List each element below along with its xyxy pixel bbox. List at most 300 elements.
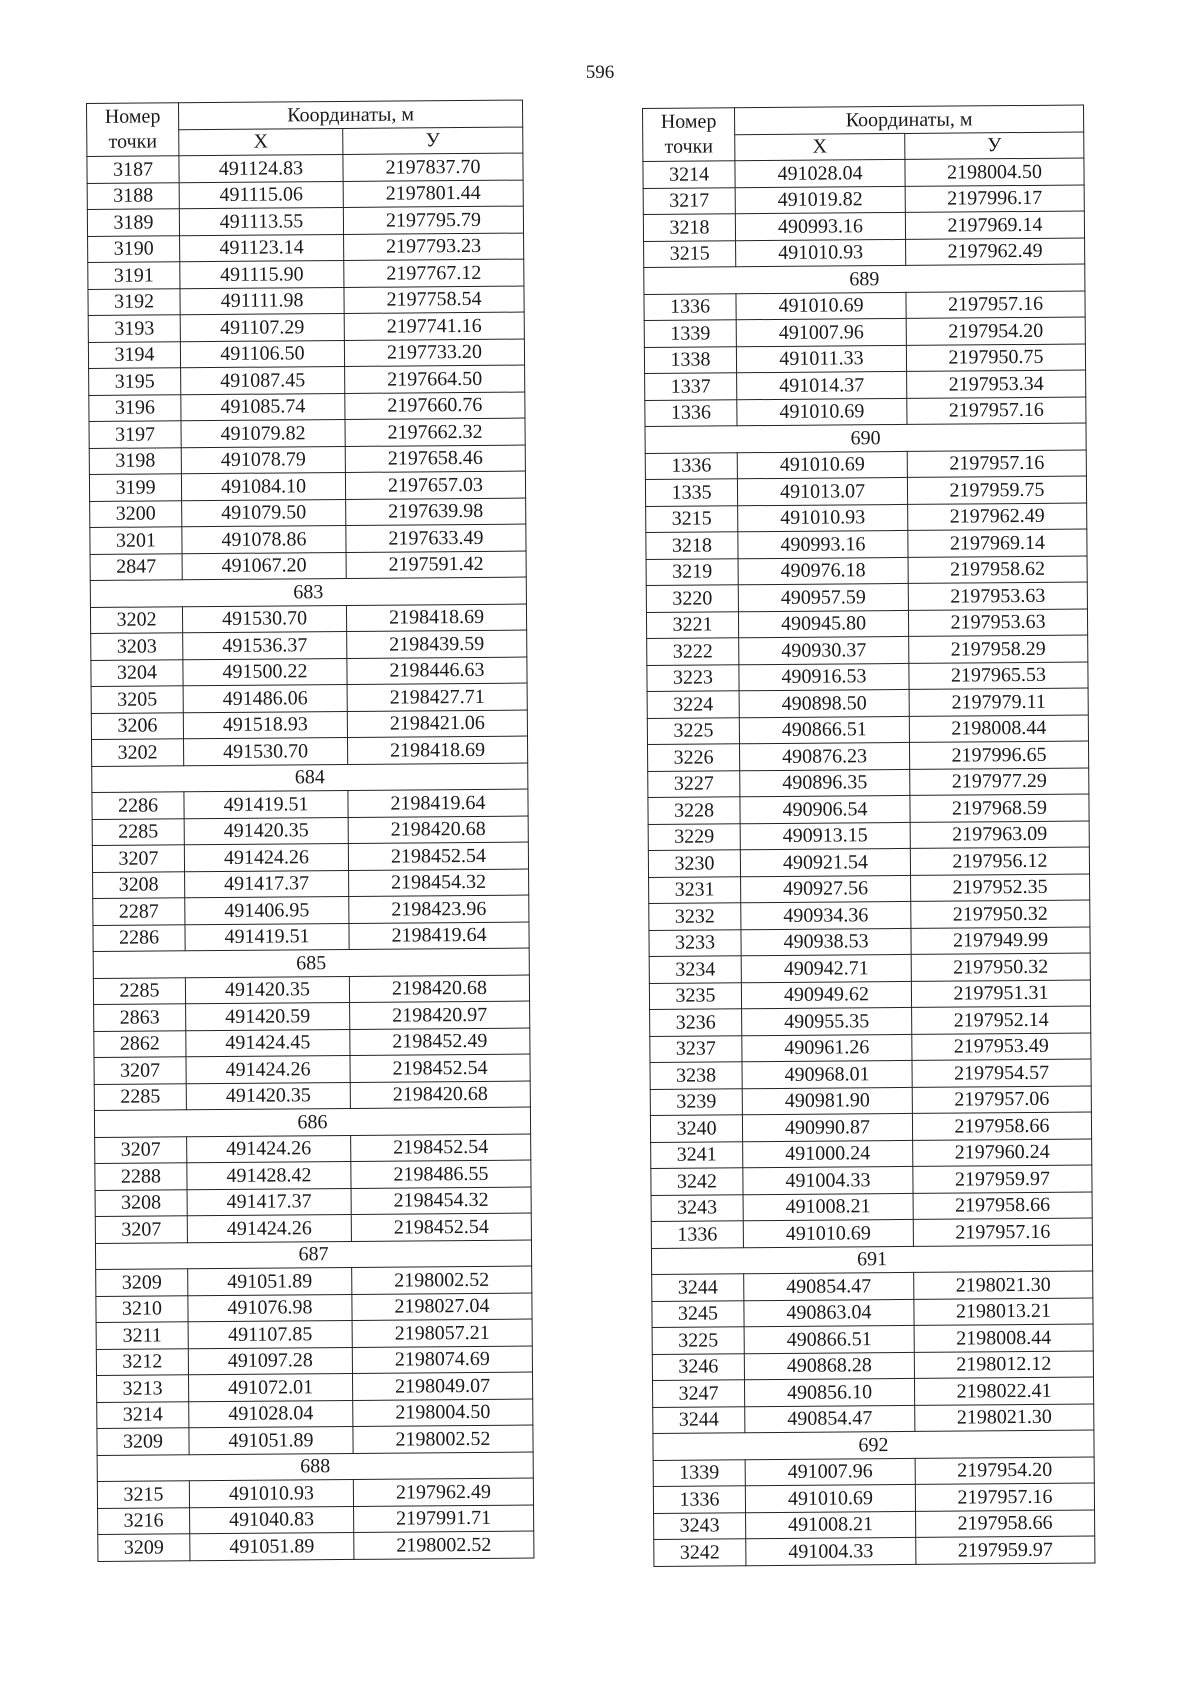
table-row <box>93 895 529 925</box>
point-number-cell: 3235 <box>649 982 741 1009</box>
point-number-cell: 3221 <box>646 611 738 638</box>
y-column-header: У <box>343 127 523 155</box>
y-coordinate-cell: 2197959.97 <box>916 1536 1095 1564</box>
table-row <box>91 657 527 687</box>
table-row <box>650 1086 1091 1116</box>
table-row <box>651 1191 1092 1221</box>
point-number-cell: 3238 <box>650 1062 742 1089</box>
section-number: 690 <box>645 423 1086 453</box>
x-coordinate-cell: 490934.36 <box>741 901 911 929</box>
x-coordinate-cell: 490976.18 <box>738 557 908 585</box>
point-number-cell: 3246 <box>652 1353 744 1380</box>
point-number-cell: 3223 <box>647 664 739 691</box>
table-row <box>652 1377 1093 1407</box>
x-coordinate-cell: 490981.90 <box>742 1087 912 1115</box>
x-coordinate-cell: 491078.79 <box>181 446 345 474</box>
y-coordinate-cell: 2197837.70 <box>343 153 523 181</box>
x-coordinate-cell: 491536.37 <box>183 631 347 659</box>
section-header-row <box>644 264 1085 294</box>
y-coordinate-cell: 2197958.29 <box>909 635 1088 663</box>
x-coordinate-cell: 491051.89 <box>188 1267 352 1295</box>
x-coordinate-cell: 491085.74 <box>181 393 345 421</box>
x-coordinate-cell: 491010.93 <box>189 1479 353 1507</box>
x-coordinate-cell: 491420.35 <box>184 817 348 845</box>
x-coordinate-cell: 491486.06 <box>183 684 347 712</box>
table-row <box>645 397 1086 427</box>
section-header-row <box>651 1244 1092 1274</box>
table-row <box>91 683 527 713</box>
point-number-cell: 3215 <box>646 505 738 532</box>
table-row <box>94 1081 530 1111</box>
table-row <box>646 582 1087 612</box>
table-row <box>91 736 527 766</box>
point-number-cell: 3212 <box>96 1348 188 1375</box>
point-number-cell: 3202 <box>90 606 182 633</box>
x-coordinate-cell: 491115.90 <box>180 260 344 288</box>
y-coordinate-cell: 2197795.79 <box>343 206 523 234</box>
point-number-cell: 3232 <box>649 903 741 930</box>
section-number: 683 <box>90 577 526 607</box>
table-row <box>653 1456 1094 1486</box>
table-row <box>646 503 1087 533</box>
table-row <box>87 153 523 183</box>
x-coordinate-cell: 491079.82 <box>181 419 345 447</box>
table-row <box>649 927 1090 957</box>
y-coordinate-cell: 2197952.14 <box>912 1006 1091 1034</box>
table-row <box>650 1033 1091 1063</box>
y-coordinate-cell: 2198452.54 <box>350 1054 530 1082</box>
y-coordinate-cell: 2197996.65 <box>909 741 1088 769</box>
x-coordinate-cell: 491008.21 <box>746 1511 916 1539</box>
x-coordinate-cell: 490993.16 <box>735 212 905 240</box>
x-coordinate-cell: 491115.06 <box>179 181 343 209</box>
y-coordinate-cell: 2197957.16 <box>913 1218 1092 1246</box>
y-coordinate-cell: 2198418.69 <box>346 604 526 632</box>
table-row <box>647 741 1088 771</box>
y-coordinate-cell: 2198423.96 <box>349 895 529 923</box>
point-number-cell: 3188 <box>87 182 179 209</box>
table-row <box>646 609 1087 639</box>
table-row <box>643 185 1084 215</box>
table-row <box>92 842 528 872</box>
x-coordinate-cell: 491010.69 <box>743 1219 913 1247</box>
table-row <box>90 498 526 528</box>
section-number: 692 <box>653 1430 1094 1460</box>
y-coordinate-cell: 2198420.68 <box>350 1081 530 1109</box>
y-coordinate-cell: 2198022.41 <box>914 1377 1093 1405</box>
table-row <box>90 551 526 581</box>
point-number-cell: 3215 <box>644 240 736 267</box>
table-row <box>648 821 1089 851</box>
point-number-cell: 3244 <box>653 1406 745 1433</box>
point-number-cell: 3191 <box>88 262 180 289</box>
table-row <box>654 1509 1095 1539</box>
y-coordinate-cell: 2197954.57 <box>912 1059 1091 1087</box>
y-coordinate-cell: 2197960.24 <box>913 1139 1092 1167</box>
point-number-cell: 3204 <box>91 659 183 686</box>
table-row <box>90 524 526 554</box>
table-row <box>95 1213 531 1243</box>
table-row <box>644 238 1085 268</box>
y-coordinate-cell: 2198454.32 <box>349 869 529 897</box>
x-coordinate-cell: 490993.16 <box>738 530 908 558</box>
table-row <box>651 1218 1092 1248</box>
y-coordinate-cell: 2198008.44 <box>909 715 1088 743</box>
point-number-cell: 3198 <box>89 447 181 474</box>
point-number-cell: 2847 <box>90 553 182 580</box>
point-number-cell: 2862 <box>94 1030 186 1057</box>
x-coordinate-cell: 491420.35 <box>186 1082 350 1110</box>
y-coordinate-cell: 2198074.69 <box>352 1346 532 1374</box>
point-number-cell: 3202 <box>91 739 183 766</box>
table-row <box>645 450 1086 480</box>
table-row <box>653 1483 1094 1513</box>
x-coordinate-cell: 491518.93 <box>183 711 347 739</box>
y-coordinate-cell: 2197758.54 <box>344 286 524 314</box>
point-number-cell: 3210 <box>96 1295 188 1322</box>
table-row <box>647 662 1088 692</box>
x-coordinate-cell: 490916.53 <box>739 663 909 691</box>
y-coordinate-cell: 2198004.50 <box>353 1399 533 1427</box>
table-row <box>96 1266 532 1296</box>
table-row <box>653 1403 1094 1433</box>
y-coordinate-cell: 2198021.30 <box>914 1271 1093 1299</box>
section-number: 684 <box>92 763 528 793</box>
y-coordinate-cell: 2198012.12 <box>914 1350 1093 1378</box>
x-coordinate-cell: 491424.26 <box>187 1214 351 1242</box>
x-coordinate-cell: 490957.59 <box>738 583 908 611</box>
point-number-cell: 3209 <box>98 1534 190 1561</box>
x-coordinate-cell: 491014.37 <box>737 371 907 399</box>
y-coordinate-cell: 2198420.97 <box>350 1001 530 1029</box>
x-coordinate-cell: 490854.47 <box>744 1272 914 1300</box>
point-number-cell: 3200 <box>90 500 182 527</box>
x-coordinate-cell: 491013.07 <box>737 477 907 505</box>
point-number-cell: 3242 <box>651 1168 743 1195</box>
point-number-cell: 2288 <box>95 1163 187 1190</box>
coordinates-table-right <box>642 105 1095 1567</box>
table-row <box>88 312 524 342</box>
section-header-row <box>94 1107 530 1137</box>
y-coordinate-cell: 2197958.66 <box>916 1509 1095 1537</box>
point-number-cell: 3241 <box>651 1141 743 1168</box>
x-coordinate-cell: 491500.22 <box>183 658 347 686</box>
table-row <box>92 816 528 846</box>
point-number-cell: 3218 <box>643 214 735 241</box>
x-coordinate-cell: 490854.47 <box>745 1405 915 1433</box>
y-coordinate-cell: 2197962.49 <box>353 1478 533 1506</box>
point-number-cell: 3209 <box>96 1269 188 1296</box>
section-header-row <box>92 763 528 793</box>
y-coordinate-cell: 2198004.50 <box>905 158 1084 186</box>
y-coordinate-cell: 2197591.42 <box>346 551 526 579</box>
y-coordinate-cell: 2197801.44 <box>343 180 523 208</box>
point-number-cell: 1336 <box>651 1221 743 1248</box>
x-coordinate-cell: 491424.26 <box>184 843 348 871</box>
point-number-cell: 3213 <box>96 1375 188 1402</box>
point-header-line1: Номер <box>660 110 717 133</box>
point-number-cell: 3197 <box>89 421 181 448</box>
table-row <box>647 635 1088 665</box>
y-coordinate-cell: 2198452.49 <box>350 1028 530 1056</box>
y-coordinate-cell: 2197968.59 <box>910 794 1089 822</box>
y-coordinate-cell: 2197953.34 <box>907 370 1086 398</box>
x-coordinate-cell: 491011.33 <box>736 345 906 373</box>
x-coordinate-cell: 491067.20 <box>182 552 346 580</box>
y-coordinate-cell: 2197962.49 <box>906 238 1085 266</box>
point-number-cell: 2287 <box>93 898 185 925</box>
table-row <box>98 1505 534 1535</box>
table-row <box>644 291 1085 321</box>
x-coordinate-cell: 491078.86 <box>182 525 346 553</box>
section-number: 685 <box>93 948 529 978</box>
point-number-cell: 3207 <box>95 1136 187 1163</box>
point-number-cell: 3215 <box>97 1481 189 1508</box>
section-number: 688 <box>97 1452 533 1482</box>
x-coordinate-cell: 491051.89 <box>190 1532 354 1560</box>
y-coordinate-cell: 2197951.31 <box>911 980 1090 1008</box>
x-coordinate-cell: 490968.01 <box>742 1060 912 1088</box>
x-column-header: X <box>735 133 905 161</box>
point-number-cell: 3231 <box>649 876 741 903</box>
point-number-cell: 3208 <box>93 871 185 898</box>
x-coordinate-cell: 490868.28 <box>744 1352 914 1380</box>
x-coordinate-cell: 491530.70 <box>183 737 347 765</box>
table-row <box>96 1293 532 1323</box>
x-coordinate-cell: 491420.59 <box>186 1002 350 1030</box>
point-header-line1: Номер <box>104 105 161 128</box>
x-coordinate-cell: 490942.71 <box>741 954 911 982</box>
x-coordinate-cell: 491111.98 <box>180 287 344 315</box>
page-number: 596 <box>585 62 615 83</box>
x-coordinate-cell: 491113.55 <box>179 207 343 235</box>
table-row <box>89 471 525 501</box>
table-row <box>89 445 525 475</box>
table-row <box>649 980 1090 1010</box>
y-coordinate-cell: 2197954.20 <box>906 317 1085 345</box>
section-header-row <box>93 948 529 978</box>
x-coordinate-cell: 491106.50 <box>180 340 344 368</box>
table-row <box>95 1187 531 1217</box>
x-coordinate-cell: 491072.01 <box>188 1373 352 1401</box>
y-coordinate-cell: 2198002.52 <box>353 1425 533 1453</box>
x-coordinate-cell: 490955.35 <box>742 1007 912 1035</box>
y-coordinate-cell: 2197954.20 <box>915 1456 1094 1484</box>
point-number-cell: 3214 <box>643 161 735 188</box>
point-header-line2: точки <box>108 130 158 153</box>
y-coordinate-cell: 2198446.63 <box>347 657 527 685</box>
y-coordinate-cell: 2197664.50 <box>345 365 525 393</box>
point-number-cell: 3190 <box>88 235 180 262</box>
y-coordinate-cell: 2197957.16 <box>907 397 1086 425</box>
x-coordinate-cell: 491406.95 <box>185 896 349 924</box>
x-coordinate-cell: 491040.83 <box>190 1506 354 1534</box>
point-number-cell: 1336 <box>645 452 737 479</box>
point-number-cell: 2285 <box>92 818 184 845</box>
point-number-cell: 3240 <box>650 1115 742 1142</box>
y-coordinate-cell: 2198002.52 <box>352 1266 532 1294</box>
y-coordinate-cell: 2198049.07 <box>352 1372 532 1400</box>
table-row <box>89 392 525 422</box>
y-coordinate-cell: 2197958.66 <box>913 1191 1092 1219</box>
x-coordinate-cell: 491010.69 <box>737 398 907 426</box>
table-row <box>652 1324 1093 1354</box>
table-row <box>89 418 525 448</box>
y-coordinate-cell: 2197962.49 <box>908 503 1087 531</box>
x-coordinate-cell: 491107.29 <box>180 313 344 341</box>
table-row <box>652 1297 1093 1327</box>
table-row <box>93 922 529 952</box>
point-number-cell: 3207 <box>94 1057 186 1084</box>
y-column-header: У <box>905 132 1084 160</box>
x-coordinate-cell: 490949.62 <box>741 981 911 1009</box>
table-row <box>652 1350 1093 1380</box>
table-row <box>644 344 1085 374</box>
point-number-cell: 3203 <box>91 633 183 660</box>
y-coordinate-cell: 2197958.62 <box>908 556 1087 584</box>
x-coordinate-cell: 490945.80 <box>738 610 908 638</box>
table-row <box>88 233 524 263</box>
point-number-cell: 1336 <box>653 1486 745 1513</box>
point-number-cell: 3243 <box>651 1194 743 1221</box>
x-coordinate-cell: 491004.33 <box>746 1537 916 1565</box>
table-row <box>649 900 1090 930</box>
y-coordinate-cell: 2198057.21 <box>352 1319 532 1347</box>
section-header-row <box>645 423 1086 453</box>
table-row <box>91 630 527 660</box>
table-row <box>649 874 1090 904</box>
point-number-cell: 3187 <box>87 156 179 183</box>
table-row <box>88 339 524 369</box>
x-coordinate-cell: 491087.45 <box>181 366 345 394</box>
table-row <box>93 975 529 1005</box>
table-row <box>647 688 1088 718</box>
point-number-cell: 1336 <box>645 399 737 426</box>
y-coordinate-cell: 2198002.52 <box>354 1531 534 1559</box>
point-number-header <box>643 108 735 162</box>
x-coordinate-cell: 491000.24 <box>743 1140 913 1168</box>
table-row <box>96 1319 532 1349</box>
y-coordinate-cell: 2197959.75 <box>907 476 1086 504</box>
x-coordinate-cell: 490898.50 <box>739 689 909 717</box>
x-coordinate-cell: 490856.10 <box>744 1378 914 1406</box>
point-number-cell: 3224 <box>647 691 739 718</box>
y-coordinate-cell: 2197965.53 <box>909 662 1088 690</box>
y-coordinate-cell: 2197957.16 <box>907 450 1086 478</box>
y-coordinate-cell: 2198452.54 <box>351 1213 531 1241</box>
x-coordinate-cell: 491084.10 <box>181 472 345 500</box>
table-row <box>645 370 1086 400</box>
point-number-cell: 3239 <box>650 1088 742 1115</box>
x-coordinate-cell: 491124.83 <box>179 154 343 182</box>
table-row <box>87 206 523 236</box>
y-coordinate-cell: 2197767.12 <box>344 259 524 287</box>
x-coordinate-cell: 491123.14 <box>180 234 344 262</box>
table-row <box>96 1346 532 1376</box>
point-number-cell: 3193 <box>88 315 180 342</box>
table-row <box>91 710 527 740</box>
y-coordinate-cell: 2198419.64 <box>348 789 528 817</box>
table-row <box>97 1425 533 1455</box>
y-coordinate-cell: 2197793.23 <box>344 233 524 261</box>
y-coordinate-cell: 2198439.59 <box>347 630 527 658</box>
y-coordinate-cell: 2198418.69 <box>347 736 527 764</box>
x-coordinate-cell: 490930.37 <box>739 636 909 664</box>
point-number-cell: 3206 <box>91 712 183 739</box>
point-number-cell: 3229 <box>648 823 740 850</box>
x-coordinate-cell: 490866.51 <box>744 1325 914 1353</box>
table-row <box>645 476 1086 506</box>
point-number-cell: 3218 <box>646 532 738 559</box>
table-row <box>92 789 528 819</box>
point-number-cell: 3189 <box>87 209 179 236</box>
y-coordinate-cell: 2198452.54 <box>351 1134 531 1162</box>
point-number-cell: 3247 <box>652 1380 744 1407</box>
y-coordinate-cell: 2197950.32 <box>911 900 1090 928</box>
table-row <box>650 1006 1091 1036</box>
y-coordinate-cell: 2197996.17 <box>905 185 1084 213</box>
point-number-cell: 3220 <box>646 585 738 612</box>
point-number-cell: 3217 <box>643 187 735 214</box>
x-coordinate-cell: 491007.96 <box>745 1458 915 1486</box>
point-number-cell: 3225 <box>647 717 739 744</box>
x-coordinate-cell: 491028.04 <box>735 159 905 187</box>
x-coordinate-cell: 491076.98 <box>188 1294 352 1322</box>
x-coordinate-cell: 490863.04 <box>744 1299 914 1327</box>
x-coordinate-cell: 490990.87 <box>742 1113 912 1141</box>
x-coordinate-cell: 491420.35 <box>185 976 349 1004</box>
table-row <box>88 286 524 316</box>
y-coordinate-cell: 2198027.04 <box>352 1293 532 1321</box>
point-number-cell: 3245 <box>652 1300 744 1327</box>
table-row <box>644 317 1085 347</box>
y-coordinate-cell: 2198008.44 <box>914 1324 1093 1352</box>
y-coordinate-cell: 2198419.64 <box>349 922 529 950</box>
point-number-cell: 3195 <box>89 368 181 395</box>
x-coordinate-cell: 491097.28 <box>188 1347 352 1375</box>
point-number-cell: 3209 <box>97 1428 189 1455</box>
y-coordinate-cell: 2198452.54 <box>348 842 528 870</box>
table-row <box>94 1001 530 1031</box>
section-number: 687 <box>95 1240 531 1270</box>
x-coordinate-cell: 491079.50 <box>182 499 346 527</box>
y-coordinate-cell: 2197953.49 <box>912 1033 1091 1061</box>
point-number-cell: 3199 <box>89 474 181 501</box>
y-coordinate-cell: 2198454.32 <box>351 1187 531 1215</box>
table-row <box>648 794 1089 824</box>
point-number-cell: 1336 <box>644 293 736 320</box>
point-number-cell: 2286 <box>93 924 185 951</box>
y-coordinate-cell: 2197969.14 <box>905 211 1084 239</box>
point-number-cell: 1337 <box>645 373 737 400</box>
y-coordinate-cell: 2197633.49 <box>346 524 526 552</box>
x-coordinate-cell: 491028.04 <box>189 1400 353 1428</box>
table-row <box>648 847 1089 877</box>
point-number-cell: 3208 <box>95 1189 187 1216</box>
x-coordinate-cell: 491424.45 <box>186 1029 350 1057</box>
y-coordinate-cell: 2197949.99 <box>911 927 1090 955</box>
y-coordinate-cell: 2197660.76 <box>345 392 525 420</box>
y-coordinate-cell: 2197662.32 <box>345 418 525 446</box>
point-number-cell: 3196 <box>89 394 181 421</box>
table-row <box>94 1054 530 1084</box>
point-number-cell: 2285 <box>94 1083 186 1110</box>
x-coordinate-cell: 491010.93 <box>736 239 906 267</box>
point-number-cell: 3219 <box>646 558 738 585</box>
point-number-cell: 3222 <box>647 638 739 665</box>
table-row <box>98 1531 534 1561</box>
table-row <box>97 1478 533 1508</box>
